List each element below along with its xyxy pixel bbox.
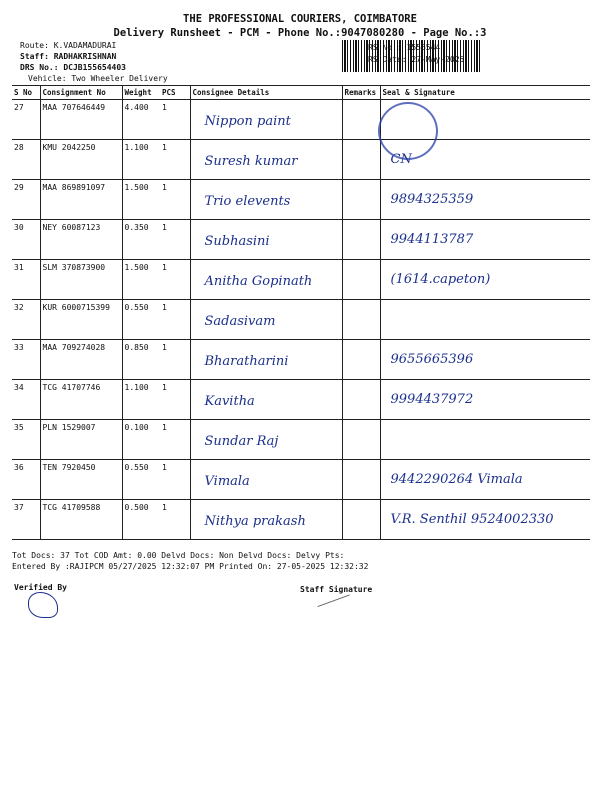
row-seal-signature — [380, 420, 590, 460]
verified-by-label: Verified By — [14, 583, 67, 592]
row-pcs: 1 — [160, 260, 190, 300]
row-pcs: 1 — [160, 460, 190, 500]
row-weight: 0.350 — [122, 220, 160, 260]
row-sno: 35 — [12, 420, 40, 460]
handwritten-consignee-name: Kavitha — [204, 394, 255, 409]
row-seal-signature — [380, 300, 590, 340]
handwritten-signature: 9894325359 — [390, 192, 474, 207]
row-seal-signature — [380, 340, 590, 380]
row-consignment-no: SLM 370873900 — [40, 260, 122, 300]
row-consignment-no: MAA 869891097 — [40, 180, 122, 220]
row-remarks — [342, 460, 380, 500]
row-sno: 29 — [12, 180, 40, 220]
drs-label: DRS No.: DCJB155654403 — [20, 63, 126, 72]
row-sno: 31 — [12, 260, 40, 300]
row-weight: 0.100 — [122, 420, 160, 460]
staff-label: Staff: RADHAKRISHNAN — [20, 52, 117, 61]
table-row — [12, 300, 590, 340]
handwritten-consignee-name: Nippon paint — [204, 114, 291, 129]
handwritten-consignee-name: Bharatharini — [204, 354, 289, 369]
row-sno: 33 — [12, 340, 40, 380]
row-consignment-no: TEN 7920450 — [40, 460, 122, 500]
row-consignment-no: KUR 6000715399 — [40, 300, 122, 340]
row-pcs: 1 — [160, 100, 190, 140]
handwritten-consignee-name: Vimala — [204, 474, 250, 489]
row-consignee-details — [190, 380, 342, 420]
totals-line: Tot Docs: 37 Tot COD Amt: 0.00 Delvd Docs: Non Delvd Docs: Delvy Pts: — [12, 551, 345, 560]
handwritten-signature: 9655665396 — [390, 352, 474, 367]
route-label: Route: K.VADAMADURAI — [20, 41, 117, 50]
row-sno: 34 — [12, 380, 40, 420]
row-consignee-details — [190, 460, 342, 500]
row-weight: 1.100 — [122, 140, 160, 180]
row-sno: 32 — [12, 300, 40, 340]
row-pcs: 1 — [160, 300, 190, 340]
row-weight: 0.500 — [122, 500, 160, 540]
verifier-signature-mark — [28, 592, 58, 618]
row-consignee-details — [190, 100, 342, 140]
row-sno: 28 — [12, 140, 40, 180]
row-remarks — [342, 180, 380, 220]
handwritten-signature: 9442290264 Vimala — [390, 472, 523, 487]
row-pcs: 1 — [160, 180, 190, 220]
col-weight: Weight — [122, 86, 160, 100]
rs-number: RS No.: 1556544 — [368, 43, 441, 52]
handwritten-signature: 9944113787 — [390, 232, 474, 247]
runsheet-subtitle: Delivery Runsheet - PCM - Phone No.:9047080280 - Page No.:3 — [113, 27, 487, 39]
entered-printed-line: Entered By :RAJIPCM 05/27/2025 12:32:07 PM Printed On: 27-05-2025 12:32:32 — [12, 562, 369, 571]
row-remarks — [342, 420, 380, 460]
handwritten-consignee-name: Suresh kumar — [204, 154, 298, 169]
row-remarks — [342, 260, 380, 300]
row-consignee-details — [190, 500, 342, 540]
col-pcs: PCS — [160, 86, 190, 100]
col-consignee: Consignee Details — [190, 86, 342, 100]
handwritten-consignee-name: Trio elevents — [204, 194, 291, 209]
table-row — [12, 460, 590, 500]
row-weight: 0.850 — [122, 340, 160, 380]
table-header-row — [12, 86, 590, 100]
row-consignment-no: PLN 1529007 — [40, 420, 122, 460]
row-consignment-no: KMU 2042250 — [40, 140, 122, 180]
row-seal-signature — [380, 380, 590, 420]
row-consignment-no: TCG 41709588 — [40, 500, 122, 540]
row-sno: 37 — [12, 500, 40, 540]
row-consignee-details — [190, 180, 342, 220]
handwritten-consignee-name: Anitha Gopinath — [204, 274, 313, 289]
col-sno: S No — [12, 86, 40, 100]
handwritten-consignee-name: Subhasini — [204, 234, 270, 249]
row-consignee-details — [190, 340, 342, 380]
row-sno: 30 — [12, 220, 40, 260]
row-remarks — [342, 500, 380, 540]
row-weight: 0.550 — [122, 300, 160, 340]
row-consignment-no: NEY 60087123 — [40, 220, 122, 260]
staff-signature-label: Staff Signature — [300, 585, 373, 594]
table-row — [12, 100, 590, 140]
row-seal-signature — [380, 260, 590, 300]
row-seal-signature — [380, 220, 590, 260]
col-remarks: Remarks — [342, 86, 380, 100]
row-remarks — [342, 380, 380, 420]
col-seal-signature: Seal & Signature — [380, 86, 590, 100]
handwritten-signature: (1614.capeton) — [390, 272, 491, 287]
handwritten-signature: 9994437972 — [390, 392, 474, 407]
table-row — [12, 500, 590, 540]
row-pcs: 1 — [160, 140, 190, 180]
row-sno: 27 — [12, 100, 40, 140]
row-remarks — [342, 300, 380, 340]
handwritten-signature: V.R. Senthil 9524002330 — [390, 512, 554, 527]
row-consignment-no: MAA 709274028 — [40, 340, 122, 380]
table-row — [12, 260, 590, 300]
table-row — [12, 380, 590, 420]
runsheet-table — [12, 85, 590, 540]
staff-signature-mark — [317, 594, 352, 614]
table-row — [12, 420, 590, 460]
row-seal-signature — [380, 180, 590, 220]
row-remarks — [342, 140, 380, 180]
row-pcs: 1 — [160, 500, 190, 540]
row-weight: 1.500 — [122, 180, 160, 220]
table-row — [12, 140, 590, 180]
handwritten-consignee-name: Sadasivam — [204, 314, 276, 329]
row-pcs: 1 — [160, 420, 190, 460]
row-pcs: 1 — [160, 220, 190, 260]
vehicle-label: Vehicle: Two Wheeler Delivery — [28, 74, 168, 83]
row-consignment-no: TCG 41707746 — [40, 380, 122, 420]
row-weight: 4.400 — [122, 100, 160, 140]
company-seal-stamp — [378, 102, 438, 160]
col-consignment: Consignment No — [40, 86, 122, 100]
row-consignee-details — [190, 420, 342, 460]
row-weight: 1.500 — [122, 260, 160, 300]
row-remarks — [342, 220, 380, 260]
row-consignee-details — [190, 220, 342, 260]
row-sno: 36 — [12, 460, 40, 500]
row-pcs: 1 — [160, 380, 190, 420]
table-row — [12, 340, 590, 380]
row-remarks — [342, 100, 380, 140]
row-seal-signature — [380, 500, 590, 540]
handwritten-consignee-name: Nithya prakash — [204, 514, 306, 529]
table-row — [12, 180, 590, 220]
row-pcs: 1 — [160, 340, 190, 380]
row-seal-signature — [380, 460, 590, 500]
table-row — [12, 220, 590, 260]
handwritten-signature: CN — [390, 152, 412, 167]
row-consignee-details — [190, 260, 342, 300]
row-weight: 1.100 — [122, 380, 160, 420]
rs-date: RS Date: 27-May-2025 — [368, 55, 465, 64]
row-consignee-details — [190, 300, 342, 340]
row-remarks — [342, 340, 380, 380]
row-consignment-no: MAA 707646449 — [40, 100, 122, 140]
company-title: THE PROFESSIONAL COURIERS, COIMBATORE — [183, 13, 417, 25]
row-weight: 0.550 — [122, 460, 160, 500]
row-consignee-details — [190, 140, 342, 180]
handwritten-consignee-name: Sundar Raj — [204, 434, 279, 449]
